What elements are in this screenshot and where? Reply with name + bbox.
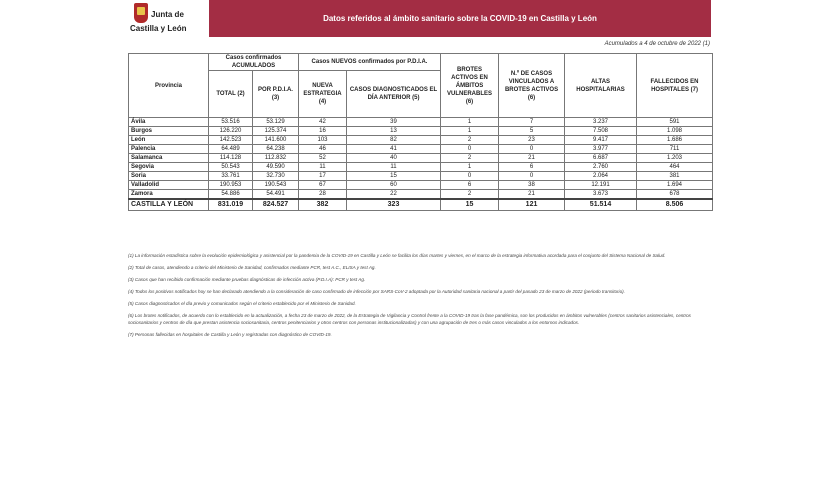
cell-vinculados: 0: [499, 145, 565, 154]
cell-pdia: 32.730: [253, 172, 299, 181]
header-provincia: Provincia: [129, 54, 209, 118]
cell-provincia: León: [129, 136, 209, 145]
cell-pdia: 190.543: [253, 181, 299, 190]
footnote: (3) Casos que han recibido confirmación mediante pruebas diagnósticas de infección activa (P.D.I.A): PCR y test Ag.: [128, 277, 366, 282]
cell-diag: 11: [347, 163, 441, 172]
header-vinculados: N.º DE CASOS VINCULADOS A BROTES ACTIVOS (6): [499, 54, 565, 118]
cell-nueva: 28: [299, 190, 347, 200]
header-diagnosticados: CASOS DIAGNOSTICADOS EL DÍA ANTERIOR (5): [347, 71, 441, 118]
cell-vinculados: 5: [499, 127, 565, 136]
cell-altas: 9.417: [565, 136, 637, 145]
cell-provincia: Ávila: [129, 118, 209, 127]
logo-text-line2: Castilla y León: [130, 24, 187, 33]
cell-vinculados: 21: [499, 154, 565, 163]
cell-provincia: Zamora: [129, 190, 209, 200]
cell-provincia: Valladolid: [129, 181, 209, 190]
cell-altas: 2.064: [565, 172, 637, 181]
coat-of-arms-icon: [134, 3, 148, 23]
cell-altas: 3.977: [565, 145, 637, 154]
cell-provincia: Segovia: [129, 163, 209, 172]
cell-fallecidos: 1.686: [637, 136, 713, 145]
cell-brotes: 2: [441, 154, 499, 163]
cell-fallecidos: 464: [637, 163, 713, 172]
total-cell-pdia: 824.527: [253, 199, 299, 211]
cell-total: 114.128: [209, 154, 253, 163]
header-group-nuevos: Casos NUEVOS confirmados por P.D.I.A.: [299, 54, 441, 71]
cell-pdia: 112.832: [253, 154, 299, 163]
footnote: (6) Los brotes notificados, de acuerdo con lo establecido en la actualización, a fecha 23 de marzo de 2022, de la Estrategia de Vigilancia y Control frente a la COVID-19 tras la fase pandémica, son los producidos en ámbitos vulnerables (centros sanitarios asistenciales, centros sociosanitarios y centros de día que prestan asistencia sociosanitaria, centros penitenciarios y otros centros con personas institucionalizadas) y con una agrupación de tres o más casos vinculados a los entornos indicados.: [128, 313, 691, 325]
header-total: TOTAL (2): [209, 71, 253, 118]
cell-provincia: Salamanca: [129, 154, 209, 163]
cell-nueva: 52: [299, 154, 347, 163]
cell-nueva: 11: [299, 163, 347, 172]
junta-logo: [126, 3, 206, 37]
cell-total: 50.543: [209, 163, 253, 172]
footnote: (7) Personas fallecidas en hospitales de Castilla y León y registradas con diagnóstico de COVID-19.: [128, 332, 332, 337]
cell-brotes: 0: [441, 172, 499, 181]
cell-provincia: Palencia: [129, 145, 209, 154]
cell-altas: 12.191: [565, 181, 637, 190]
cell-total: 126.220: [209, 127, 253, 136]
cell-brotes: 2: [441, 190, 499, 200]
footnotes: [128, 252, 712, 343]
cell-altas: 6.687: [565, 154, 637, 163]
table-row: [129, 181, 713, 190]
total-cell-brotes: 15: [441, 199, 499, 211]
header-fallecidos: FALLECIDOS EN HOSPITALES (7): [637, 54, 713, 118]
cell-brotes: 1: [441, 118, 499, 127]
total-cell-provincia: CASTILLA Y LEÓN: [129, 199, 209, 211]
banner-title: Datos referidos al ámbito sanitario sobre la COVID-19 en Castilla y León: [323, 14, 597, 23]
title-banner: [209, 0, 711, 37]
table-row: [129, 172, 713, 181]
total-cell-vinculados: 121: [499, 199, 565, 211]
header-altas: ALTAS HOSPITALARIAS: [565, 54, 637, 118]
total-cell-total: 831.019: [209, 199, 253, 211]
cell-fallecidos: 381: [637, 172, 713, 181]
cell-brotes: 1: [441, 163, 499, 172]
cell-nueva: 46: [299, 145, 347, 154]
footnote: (4) Todos los positivos notificados hoy se han declarado atendiendo a la consideración de caso confirmado de infección por SARS-CoV-2 adoptada por la Autoridad sanitaria nacional a partir del pasado 23 de marzo de 2022 (periodo transitorio).: [128, 289, 625, 294]
table-row: [129, 127, 713, 136]
logo-text-line1: Junta de: [151, 10, 184, 19]
cell-diag: 82: [347, 136, 441, 145]
cell-vinculados: 0: [499, 172, 565, 181]
cell-fallecidos: 678: [637, 190, 713, 200]
cell-altas: 7.508: [565, 127, 637, 136]
cell-diag: 60: [347, 181, 441, 190]
cell-total: 190.953: [209, 181, 253, 190]
cell-diag: 22: [347, 190, 441, 200]
cell-total: 33.761: [209, 172, 253, 181]
cell-diag: 40: [347, 154, 441, 163]
header-brotes: BROTES ACTIVOS EN ÁMBITOS VULNERABLES (6): [441, 54, 499, 118]
total-cell-nueva: 382: [299, 199, 347, 211]
cell-pdia: 64.238: [253, 145, 299, 154]
cell-vinculados: 21: [499, 190, 565, 200]
cell-nueva: 16: [299, 127, 347, 136]
cell-vinculados: 7: [499, 118, 565, 127]
cell-diag: 13: [347, 127, 441, 136]
cell-fallecidos: 1.694: [637, 181, 713, 190]
cell-fallecidos: 711: [637, 145, 713, 154]
cell-altas: 2.760: [565, 163, 637, 172]
cell-altas: 3.673: [565, 190, 637, 200]
cell-pdia: 54.491: [253, 190, 299, 200]
cell-fallecidos: 1.203: [637, 154, 713, 163]
cell-provincia: Soria: [129, 172, 209, 181]
total-cell-altas: 51.514: [565, 199, 637, 211]
header-nueva-estrategia: NUEVA ESTRATEGIA (4): [299, 71, 347, 118]
header-pdia: POR P.D.I.A. (3): [253, 71, 299, 118]
cell-brotes: 2: [441, 136, 499, 145]
cell-fallecidos: 591: [637, 118, 713, 127]
cell-diag: 39: [347, 118, 441, 127]
table-row: [129, 154, 713, 163]
footnote: (2) Total de casos, atendiendo a criterio del Ministerio de Sanidad, confirmados mediante PCR, test A.C., ELISA y test Ag.: [128, 265, 376, 270]
cell-pdia: 53.129: [253, 118, 299, 127]
cell-brotes: 6: [441, 181, 499, 190]
table-row: [129, 145, 713, 154]
cell-pdia: 49.590: [253, 163, 299, 172]
cell-total: 64.489: [209, 145, 253, 154]
cell-pdia: 141.600: [253, 136, 299, 145]
cell-vinculados: 23: [499, 136, 565, 145]
cell-nueva: 67: [299, 181, 347, 190]
total-cell-fallecidos: 8.506: [637, 199, 713, 211]
cell-total: 142.523: [209, 136, 253, 145]
cell-nueva: 103: [299, 136, 347, 145]
total-cell-diag: 323: [347, 199, 441, 211]
table-row: [129, 118, 713, 127]
cell-brotes: 1: [441, 127, 499, 136]
cell-diag: 41: [347, 145, 441, 154]
cell-nueva: 17: [299, 172, 347, 181]
table-row: [129, 136, 713, 145]
cell-diag: 15: [347, 172, 441, 181]
cell-brotes: 0: [441, 145, 499, 154]
cell-pdia: 125.374: [253, 127, 299, 136]
cell-altas: 3.237: [565, 118, 637, 127]
header-group-acumulados: Casos confirmados ACUMULADOS: [209, 54, 299, 71]
footnote: (5) Casos diagnosticados el día previo y comunicados según el criterio establecido por el Ministerio de Sanidad.: [128, 301, 356, 306]
cell-total: 54.886: [209, 190, 253, 200]
date-subtitle: Acumulados a 4 de octubre de 2022 (1): [604, 41, 710, 47]
cell-total: 53.516: [209, 118, 253, 127]
covid-data-table: [128, 53, 713, 211]
cell-vinculados: 6: [499, 163, 565, 172]
cell-vinculados: 38: [499, 181, 565, 190]
cell-fallecidos: 1.098: [637, 127, 713, 136]
cell-provincia: Burgos: [129, 127, 209, 136]
table-row: [129, 190, 713, 200]
total-row: [129, 199, 713, 211]
cell-nueva: 42: [299, 118, 347, 127]
table-row: [129, 163, 713, 172]
footnote: (1) La información estadística sobre la evolución epidemiológica y asistencial por la pandemia de la COVID-19 en Castilla y León se facilita los días martes y viernes, en el marco de la estrategia informativa acordada para el conjunto del Sistema Nacional de Salud.: [128, 253, 666, 258]
